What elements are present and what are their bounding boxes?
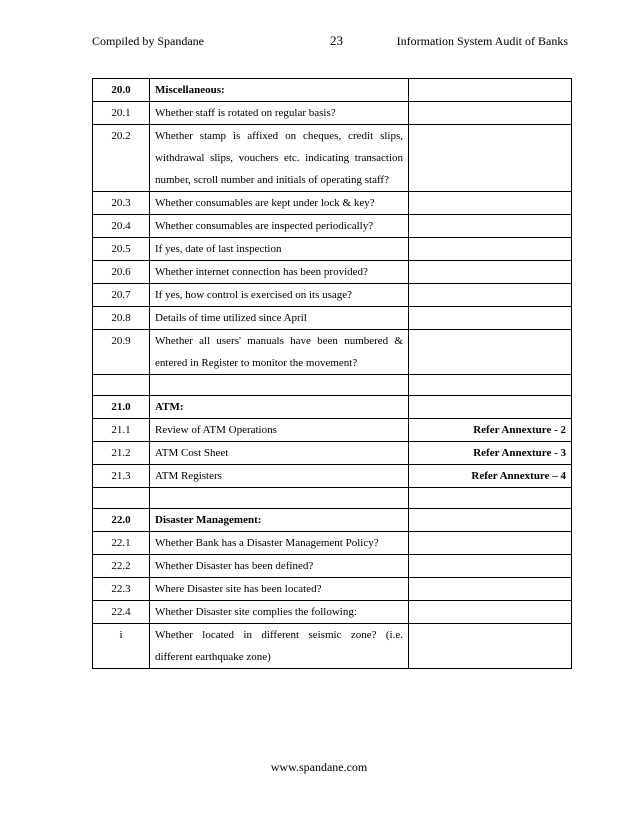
row-number: 20.8 [93, 307, 150, 330]
row-question: Whether consumables are kept under lock & key? [150, 192, 409, 215]
table-row [93, 488, 572, 509]
row-reference [409, 261, 572, 284]
row-reference [409, 532, 572, 555]
row-number: i [93, 624, 150, 669]
row-question: Whether stamp is affixed on cheques, credit slips, withdrawal slips, vouchers etc. indicating transaction number, scroll number and initials of operating staff? [150, 125, 409, 192]
table-row [93, 601, 572, 624]
row-reference [409, 330, 572, 375]
row-number: 22.4 [93, 601, 150, 624]
row-question: Whether internet connection has been provided? [150, 261, 409, 284]
row-reference: Refer Annexture – 4 [409, 465, 572, 488]
table-row [93, 442, 572, 465]
row-number: 20.1 [93, 102, 150, 125]
row-reference [409, 238, 572, 261]
row-reference [409, 578, 572, 601]
row-number: 20.7 [93, 284, 150, 307]
row-question: Whether all users' manuals have been numbered & entered in Register to monitor the movement? [150, 330, 409, 375]
table-row [93, 79, 572, 102]
row-number [93, 488, 150, 509]
row-reference [409, 102, 572, 125]
row-question: Details of time utilized since April [150, 307, 409, 330]
row-reference [409, 624, 572, 669]
row-reference [409, 509, 572, 532]
row-number: 21.2 [93, 442, 150, 465]
row-reference [409, 307, 572, 330]
row-question: Where Disaster site has been located? [150, 578, 409, 601]
table-row [93, 532, 572, 555]
row-question: ATM Registers [150, 465, 409, 488]
row-question: Whether Disaster site complies the following: [150, 601, 409, 624]
row-number: 20.5 [93, 238, 150, 261]
table-row [93, 215, 572, 238]
row-number: 20.6 [93, 261, 150, 284]
row-question: ATM Cost Sheet [150, 442, 409, 465]
row-number: 21.1 [93, 419, 150, 442]
row-reference [409, 125, 572, 192]
row-question: Whether located in different seismic zone? (i.e. different earthquake zone) [150, 624, 409, 669]
table-row [93, 578, 572, 601]
row-number: 22.2 [93, 555, 150, 578]
table-row [93, 330, 572, 375]
row-reference [409, 375, 572, 396]
table-row [93, 102, 572, 125]
row-number: 20.2 [93, 125, 150, 192]
table-row [93, 284, 572, 307]
header-left: Compiled by Spandane [92, 34, 204, 48]
header-right: Information System Audit of Banks [396, 34, 568, 48]
row-question: Miscellaneous: [150, 79, 409, 102]
row-number: 20.4 [93, 215, 150, 238]
row-number: 20.9 [93, 330, 150, 375]
row-question: Disaster Management: [150, 509, 409, 532]
row-reference [409, 79, 572, 102]
table-row [93, 261, 572, 284]
row-reference [409, 488, 572, 509]
row-question: Whether consumables are inspected periodically? [150, 215, 409, 238]
row-number: 21.3 [93, 465, 150, 488]
row-number: 22.1 [93, 532, 150, 555]
row-question: Whether staff is rotated on regular basis? [150, 102, 409, 125]
table-row [93, 125, 572, 192]
audit-checklist-table [92, 78, 572, 669]
row-reference [409, 396, 572, 419]
row-reference [409, 192, 572, 215]
table-row [93, 555, 572, 578]
table-row [93, 238, 572, 261]
row-question [150, 488, 409, 509]
page-number: 23 [330, 33, 343, 48]
row-reference [409, 215, 572, 238]
row-number [93, 375, 150, 396]
row-number: 21.0 [93, 396, 150, 419]
table-row [93, 509, 572, 532]
table-row [93, 375, 572, 396]
row-reference [409, 284, 572, 307]
table-row [93, 192, 572, 215]
row-question: If yes, date of last inspection [150, 238, 409, 261]
table-row [93, 307, 572, 330]
row-question: Whether Disaster has been defined? [150, 555, 409, 578]
row-question: Review of ATM Operations [150, 419, 409, 442]
table-row [93, 465, 572, 488]
row-reference [409, 601, 572, 624]
row-question: Whether Bank has a Disaster Management Policy? [150, 532, 409, 555]
row-number: 22.3 [93, 578, 150, 601]
row-question [150, 375, 409, 396]
row-number: 22.0 [93, 509, 150, 532]
row-number: 20.3 [93, 192, 150, 215]
table-row [93, 419, 572, 442]
row-number: 20.0 [93, 79, 150, 102]
row-reference: Refer Annexture - 3 [409, 442, 572, 465]
footer-url: www.spandane.com [270, 760, 368, 774]
table-row [93, 396, 572, 419]
row-question: If yes, how control is exercised on its usage? [150, 284, 409, 307]
row-reference: Refer Annexture - 2 [409, 419, 572, 442]
row-question: ATM: [150, 396, 409, 419]
table-row [93, 624, 572, 669]
row-reference [409, 555, 572, 578]
